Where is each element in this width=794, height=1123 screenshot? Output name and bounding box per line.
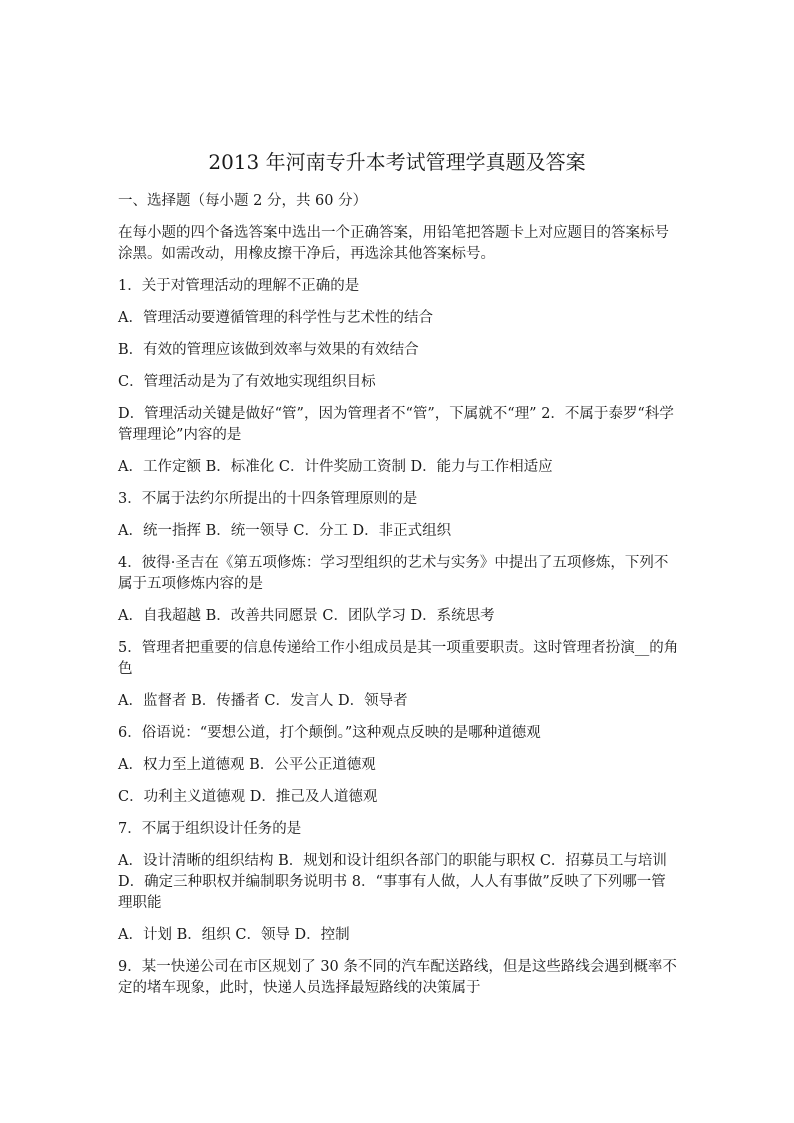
document-body: [118, 191, 680, 1010]
question-1: 1．关于对管理活动的理解不正确的是: [118, 278, 360, 294]
question-6-options-ab: A．权力至上道德观 B．公平公正道德观: [118, 757, 376, 773]
question-7-options-and-question-8: A．设计清晰的组织结构 B．规划和设计组织各部门的职能与职权 C．招募员工与培训 D．确定三种职权并编制职务说明书 8．“事事有人做，人人有事做”反映了下列哪一管理职能: [118, 853, 667, 911]
question-3-options: A．统一指挥 B．统一领导 C．分工 D．非正式组织: [118, 523, 452, 539]
question-9: 9．某一快递公司在市区规划了 30 条不同的汽车配送路线，但是这些路线会遇到概率不定的堵车现象，此时，快递人员选择最短路线的决策属于: [118, 959, 677, 996]
question-1-option-c: C．管理活动是为了有效地实现组织目标: [118, 374, 376, 390]
question-1-option-b: B．有效的管理应该做到效率与效果的有效结合: [118, 342, 419, 358]
document-title: 2013 年河南专升本考试管理学真题及答案: [208, 150, 586, 174]
question-5-options: A．监督者 B．传播者 C．发言人 D．领导者: [118, 693, 408, 709]
question-8-options: A．计划 B．组织 C．领导 D．控制: [118, 927, 350, 943]
question-1-option-a: A．管理活动要遵循管理的科学性与艺术性的结合: [118, 310, 433, 326]
question-4-options: A．自我超越 B．改善共同愿景 C．团队学习 D．系统思考: [118, 608, 495, 624]
question-4: 4．彼得·圣吉在《第五项修炼：学习型组织的艺术与实务》中提出了五项修炼，下列不属于五项修炼内容的是: [118, 555, 669, 592]
question-1-option-d-and-question-2: D．管理活动关键是做好“管”，因为管理者不“管”，下属就不“理” 2．不属于泰罗“科学管理理论”内容的是: [118, 406, 674, 443]
question-5: 5．管理者把重要的信息传递给工作小组成员是其一项重要职责。这时管理者扮演__的角色: [118, 640, 679, 677]
section-heading: 一、选择题（每小题 2 分，共 60 分）: [118, 193, 368, 209]
question-6: 6．俗语说：“要想公道，打个颠倒。”这种观点反映的是哪种道德观: [118, 725, 541, 741]
question-6-options-cd: C．功利主义道德观 D．推己及人道德观: [118, 789, 378, 805]
question-2-options: A．工作定额 B．标准化 C．计件奖励工资制 D．能力与工作相适应: [118, 459, 553, 475]
instructions: 在每小题的四个备选答案中选出一个正确答案，用铅笔把答题卡上对应题目的答案标号涂黑。如需改动，用橡皮擦干净后，再选涂其他答案标号。: [118, 225, 669, 262]
question-3: 3．不属于法约尔所提出的十四条管理原则的是: [118, 491, 418, 507]
question-7: 7．不属于组织设计任务的是: [118, 821, 302, 837]
